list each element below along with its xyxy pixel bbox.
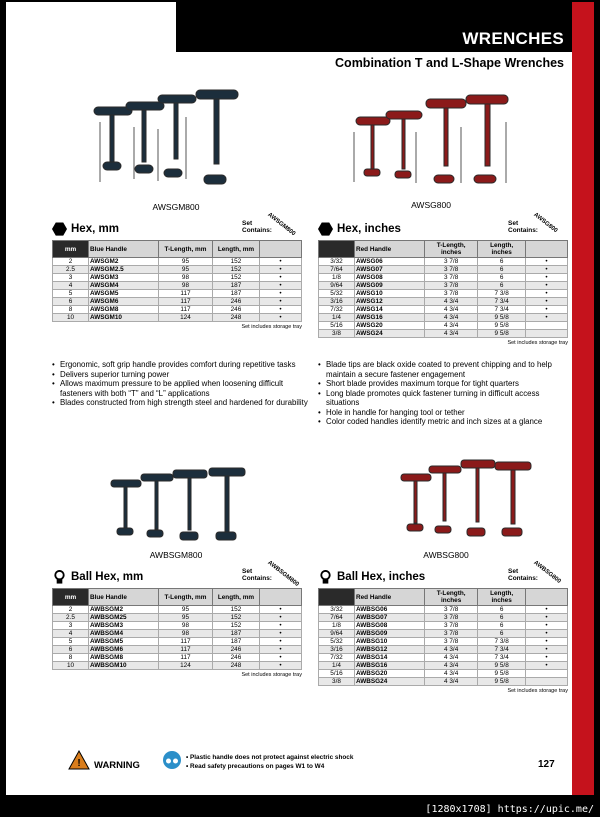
table-cell: •	[260, 638, 302, 646]
table-row	[319, 290, 568, 298]
table-row	[319, 298, 568, 306]
column-header	[319, 589, 355, 606]
spec-table	[318, 240, 568, 338]
table-cell: •	[526, 654, 568, 662]
table-cell: •	[526, 282, 568, 290]
table-cell: 10	[53, 662, 89, 670]
feature-bullet: • Blade tips are black oxide coated to prevent chipping and to help maintain a secure fastener engagement	[318, 360, 568, 379]
column-header: Red Handle	[355, 589, 425, 606]
table-cell: 10	[53, 314, 89, 322]
table-cell: •	[260, 298, 302, 306]
table-cell: 9/64	[319, 282, 355, 290]
table-row	[53, 622, 302, 630]
table-cell: 4 3/4	[425, 322, 478, 330]
table-row	[319, 314, 568, 322]
footer-notes	[186, 753, 353, 771]
table-cell: •	[260, 274, 302, 282]
table-cell: 9 5/8	[478, 662, 526, 670]
table-cell: 7/32	[319, 654, 355, 662]
table-cell: 8	[53, 306, 89, 314]
table-cell: 9 5/8	[478, 330, 526, 338]
page-subtitle: Combination T and L-Shape Wrenches	[335, 56, 564, 70]
table-cell: 9/64	[319, 630, 355, 638]
set-code-label: AWBSGM800	[266, 560, 300, 588]
feature-bullet: • Color coded handles identify metric and inch sizes at a glance	[318, 417, 568, 427]
table-cell: 3/8	[319, 330, 355, 338]
section-title: Hex, inches	[337, 223, 401, 235]
table-cell: 1/4	[319, 314, 355, 322]
feature-bullet: • Long blade promotes quick fastener turning in difficult access situations	[318, 389, 568, 408]
ball-hex-icon	[52, 570, 67, 584]
table-cell: 152	[212, 614, 259, 622]
table-cell: AWBSGM10	[89, 662, 159, 670]
table-cell: 4 3/4	[425, 646, 478, 654]
table-cell: AWSGM4	[89, 282, 159, 290]
column-header	[260, 589, 302, 606]
section-title: Ball Hex, inches	[337, 571, 426, 583]
table-cell: 187	[212, 282, 259, 290]
table-row	[319, 646, 568, 654]
table-cell: 6	[478, 266, 526, 274]
feature-bullet: • Short blade provides maximum torque for tight quarters	[318, 379, 568, 389]
column-header: T-Length, mm	[159, 589, 213, 606]
tray-note: Set includes storage tray	[241, 672, 302, 678]
feature-bullet: • Delivers superior turning power	[52, 370, 310, 380]
table-cell: 7/64	[319, 266, 355, 274]
table-cell: 1/8	[319, 274, 355, 282]
table-cell: 3 7/8	[425, 290, 478, 298]
page-number: 127	[538, 759, 555, 770]
table-row	[319, 622, 568, 630]
column-header: T-Length, mm	[159, 241, 213, 258]
column-header: Blue Handle	[89, 589, 159, 606]
table-cell: 248	[212, 662, 259, 670]
table-row	[319, 678, 568, 686]
footer-note: • Read safety precautions on pages W1 to W4	[186, 763, 325, 770]
table-row	[53, 630, 302, 638]
section-hex-inches	[318, 212, 568, 346]
feature-bullet: • Blades constructed from high strength steel and hardened for durability	[52, 398, 310, 408]
table-cell: •	[260, 266, 302, 274]
table-row	[319, 266, 568, 274]
table-cell: 117	[159, 646, 213, 654]
table-cell: 98	[159, 622, 213, 630]
table-cell: 3/16	[319, 298, 355, 306]
table-cell: 9 5/8	[478, 322, 526, 330]
table-cell: •	[526, 274, 568, 282]
footer-note: • Plastic handle does not protect against electric shock	[186, 754, 354, 761]
feature-bullet: • Allows maximum pressure to be applied when loosening difficult fasteners with both “T” and “L” applications	[52, 379, 310, 398]
table-row	[319, 282, 568, 290]
tool-set-image-blue-hex	[86, 87, 256, 202]
table-cell: 3 7/8	[425, 614, 478, 622]
column-header: Length, inches	[478, 241, 526, 258]
table-row	[53, 282, 302, 290]
table-row	[319, 306, 568, 314]
table-cell: •	[526, 614, 568, 622]
set-contains-label: Set Contains:	[508, 568, 538, 582]
table-cell: AWBSGM3	[89, 622, 159, 630]
table-cell: •	[260, 662, 302, 670]
column-header	[526, 241, 568, 258]
table-cell: AWBSG12	[355, 646, 425, 654]
table-cell: 2.5	[53, 266, 89, 274]
table-cell	[526, 678, 568, 686]
table-cell: 117	[159, 298, 213, 306]
image-caption: AWBSGM800	[149, 550, 203, 560]
feature-bullet: • Ergonomic, soft grip handle provides comfort during repetitive tasks	[52, 360, 310, 370]
table-cell: 3/32	[319, 258, 355, 266]
table-cell: 95	[159, 266, 213, 274]
table-row	[53, 290, 302, 298]
table-cell: 3 7/8	[425, 258, 478, 266]
table-cell: AWSG09	[355, 282, 425, 290]
section-hex-mm	[52, 212, 302, 330]
table-cell: 7 3/4	[478, 654, 526, 662]
table-cell: AWSGM10	[89, 314, 159, 322]
table-cell: •	[260, 282, 302, 290]
table-cell: 117	[159, 290, 213, 298]
table-cell: 6	[478, 630, 526, 638]
tool-set-image-red-hex	[346, 87, 536, 202]
table-cell: 5	[53, 290, 89, 298]
tool-set-image-red-ball-hex	[391, 454, 551, 554]
table-cell: 152	[212, 274, 259, 282]
table-cell: •	[260, 622, 302, 630]
table-cell	[526, 330, 568, 338]
table-cell: •	[526, 606, 568, 614]
table-row	[319, 670, 568, 678]
table-cell	[526, 322, 568, 330]
table-cell: 5/32	[319, 638, 355, 646]
table-row	[53, 614, 302, 622]
table-cell: AWBSG24	[355, 678, 425, 686]
section-title: Hex, mm	[71, 223, 119, 235]
table-cell: 246	[212, 646, 259, 654]
table-row	[53, 258, 302, 266]
table-cell: 3 7/8	[425, 622, 478, 630]
feature-list-right	[318, 360, 568, 427]
table-cell: 3 7/8	[425, 630, 478, 638]
table-cell: AWBSGM8	[89, 654, 159, 662]
table-cell: 4 3/4	[425, 654, 478, 662]
spec-table	[52, 240, 302, 322]
table-cell: 7 3/8	[478, 638, 526, 646]
table-cell: AWBSG16	[355, 662, 425, 670]
table-cell: •	[526, 630, 568, 638]
column-header	[319, 241, 355, 258]
table-cell: AWBSG06	[355, 606, 425, 614]
table-cell: 4 3/4	[425, 662, 478, 670]
table-cell: 98	[159, 282, 213, 290]
table-cell: 3	[53, 622, 89, 630]
table-cell: 98	[159, 274, 213, 282]
table-cell: AWSGM8	[89, 306, 159, 314]
table-cell: 95	[159, 614, 213, 622]
column-header	[526, 589, 568, 606]
table-cell: •	[526, 622, 568, 630]
table-cell: AWSGM6	[89, 298, 159, 306]
warning-label: WARNING	[94, 760, 140, 771]
table-row	[319, 274, 568, 282]
table-cell: 152	[212, 606, 259, 614]
table-row	[319, 330, 568, 338]
table-cell: 246	[212, 298, 259, 306]
catalog-page	[6, 2, 594, 795]
table-cell: 1/4	[319, 662, 355, 670]
table-cell: •	[526, 258, 568, 266]
column-header: Red Handle	[355, 241, 425, 258]
table-cell: 7/32	[319, 306, 355, 314]
table-cell: 4 3/4	[425, 298, 478, 306]
table-cell: AWSG24	[355, 330, 425, 338]
ball-hex-icon	[318, 570, 333, 584]
table-cell: •	[526, 266, 568, 274]
table-cell: 4 3/4	[425, 314, 478, 322]
table-row	[53, 314, 302, 322]
table-cell: •	[260, 630, 302, 638]
table-cell: AWBSG20	[355, 670, 425, 678]
tray-note: Set includes storage tray	[241, 324, 302, 330]
set-code-label: AWSG800	[532, 212, 559, 235]
table-cell: 2.5	[53, 614, 89, 622]
table-cell: AWBSGM5	[89, 638, 159, 646]
table-cell: 3 7/8	[425, 638, 478, 646]
table-cell: AWSG10	[355, 290, 425, 298]
table-cell: 6	[53, 646, 89, 654]
table-cell: 124	[159, 662, 213, 670]
table-cell: AWBSG14	[355, 654, 425, 662]
table-cell: 187	[212, 638, 259, 646]
table-row	[319, 638, 568, 646]
table-row	[319, 606, 568, 614]
table-row	[53, 646, 302, 654]
table-cell: •	[526, 638, 568, 646]
column-header: mm	[53, 589, 89, 606]
table-cell: 117	[159, 306, 213, 314]
tray-note: Set includes storage tray	[507, 340, 568, 346]
table-cell: 95	[159, 258, 213, 266]
table-cell: AWSGM2.5	[89, 266, 159, 274]
table-row	[53, 638, 302, 646]
table-cell: •	[260, 606, 302, 614]
table-cell: AWSGM3	[89, 274, 159, 282]
table-cell: •	[260, 614, 302, 622]
table-row	[319, 630, 568, 638]
table-cell: 6	[53, 298, 89, 306]
table-cell: •	[260, 306, 302, 314]
tray-note: Set includes storage tray	[507, 688, 568, 694]
set-code-label: AWBSG800	[532, 560, 562, 585]
column-header: T-Length, inches	[425, 241, 478, 258]
table-cell: 3	[53, 274, 89, 282]
table-row	[319, 322, 568, 330]
column-header: Length, mm	[212, 241, 259, 258]
table-cell: •	[526, 662, 568, 670]
table-cell: •	[260, 290, 302, 298]
svg-text:!: !	[77, 758, 81, 769]
hex-icon	[52, 222, 67, 236]
table-cell: 3/8	[319, 678, 355, 686]
table-cell: 246	[212, 654, 259, 662]
set-code-label: AWSGM800	[266, 212, 297, 238]
table-cell: 117	[159, 654, 213, 662]
table-cell: 4	[53, 282, 89, 290]
table-cell: 152	[212, 266, 259, 274]
set-contains-label: Set Contains:	[242, 568, 272, 582]
table-cell: 248	[212, 314, 259, 322]
table-cell: 3 7/8	[425, 282, 478, 290]
table-row	[53, 274, 302, 282]
table-cell: •	[526, 646, 568, 654]
table-cell: 5/32	[319, 290, 355, 298]
table-cell: 117	[159, 638, 213, 646]
table-cell: AWSGM5	[89, 290, 159, 298]
safety-glasses-icon	[162, 750, 182, 770]
table-cell: 2	[53, 606, 89, 614]
table-cell: •	[526, 314, 568, 322]
table-cell: 6	[478, 274, 526, 282]
table-row	[53, 306, 302, 314]
table-cell: 9 5/8	[478, 670, 526, 678]
table-cell: 3 7/8	[425, 266, 478, 274]
table-cell: 3 7/8	[425, 274, 478, 282]
table-cell: 4 3/4	[425, 670, 478, 678]
table-cell: 3/16	[319, 646, 355, 654]
table-cell: •	[260, 314, 302, 322]
section-title: Ball Hex, mm	[71, 571, 144, 583]
table-row	[319, 654, 568, 662]
table-cell: 7 3/4	[478, 646, 526, 654]
column-header: Length, inches	[478, 589, 526, 606]
table-cell	[526, 670, 568, 678]
table-cell: 187	[212, 630, 259, 638]
hex-icon	[318, 222, 333, 236]
table-cell: 4 3/4	[425, 306, 478, 314]
table-cell: •	[260, 258, 302, 266]
section-ball-hex-mm	[52, 560, 302, 678]
image-caption: AWSG800	[411, 200, 451, 210]
set-contains-label: Set Contains:	[508, 220, 538, 234]
table-cell: 4 3/4	[425, 678, 478, 686]
table-cell: •	[526, 290, 568, 298]
table-cell: 9 5/8	[478, 678, 526, 686]
table-cell: AWSG14	[355, 306, 425, 314]
table-cell: 6	[478, 622, 526, 630]
spec-table	[52, 588, 302, 670]
column-header	[260, 241, 302, 258]
set-contains-label: Set Contains:	[242, 220, 272, 234]
table-cell: 7 3/4	[478, 306, 526, 314]
table-cell: •	[260, 654, 302, 662]
table-cell: AWSG12	[355, 298, 425, 306]
table-cell: 246	[212, 306, 259, 314]
table-row	[53, 298, 302, 306]
table-cell: 152	[212, 622, 259, 630]
column-header: Length, mm	[212, 589, 259, 606]
section-ball-hex-inches	[318, 560, 568, 694]
table-cell: 8	[53, 654, 89, 662]
table-cell: AWSG16	[355, 314, 425, 322]
watermark-text: [1280x1708] https://upic.me/	[425, 804, 594, 815]
table-cell: 4	[53, 630, 89, 638]
table-cell: 4 3/4	[425, 330, 478, 338]
image-caption: AWBSG800	[423, 550, 469, 560]
column-header: T-Length, inches	[425, 589, 478, 606]
table-cell: 95	[159, 606, 213, 614]
table-cell: 98	[159, 630, 213, 638]
table-cell: AWBSG07	[355, 614, 425, 622]
table-cell: •	[526, 306, 568, 314]
table-cell: 3 7/8	[425, 606, 478, 614]
table-cell: 2	[53, 258, 89, 266]
table-cell: AWBSGM6	[89, 646, 159, 654]
table-row	[53, 654, 302, 662]
table-cell: 1/8	[319, 622, 355, 630]
table-cell: 5/16	[319, 322, 355, 330]
table-cell: 7/64	[319, 614, 355, 622]
table-row	[319, 614, 568, 622]
table-cell: 5	[53, 638, 89, 646]
warning-triangle-icon	[68, 750, 90, 770]
table-cell: 6	[478, 258, 526, 266]
table-cell: AWBSGM4	[89, 630, 159, 638]
table-cell: 5/16	[319, 670, 355, 678]
feature-list-left	[52, 360, 310, 408]
table-cell: 3/32	[319, 606, 355, 614]
feature-bullet: • Hole in handle for hanging tool or tether	[318, 408, 568, 418]
table-cell: 6	[478, 614, 526, 622]
table-cell: 9 5/8	[478, 314, 526, 322]
table-cell: •	[526, 298, 568, 306]
table-cell: •	[260, 646, 302, 654]
spec-table	[318, 588, 568, 686]
column-header: mm	[53, 241, 89, 258]
table-cell: AWBSGM2	[89, 606, 159, 614]
table-cell: AWBSG08	[355, 622, 425, 630]
column-header: Blue Handle	[89, 241, 159, 258]
table-cell: 7 3/4	[478, 298, 526, 306]
table-cell: 6	[478, 606, 526, 614]
table-row	[53, 266, 302, 274]
tool-set-image-blue-ball-hex	[101, 460, 261, 560]
table-cell: AWBSG10	[355, 638, 425, 646]
page-title: WRENCHES	[462, 29, 564, 48]
table-cell: 152	[212, 258, 259, 266]
table-cell: 124	[159, 314, 213, 322]
table-cell: AWBSGM25	[89, 614, 159, 622]
table-cell: 187	[212, 290, 259, 298]
table-cell: 6	[478, 282, 526, 290]
table-cell: AWSG20	[355, 322, 425, 330]
table-cell: AWSG08	[355, 274, 425, 282]
table-row	[319, 258, 568, 266]
table-cell: AWSGM2	[89, 258, 159, 266]
accent-side-bar	[572, 2, 594, 795]
table-cell: AWSG06	[355, 258, 425, 266]
image-caption: AWSGM800	[152, 202, 200, 212]
table-cell: AWBSG09	[355, 630, 425, 638]
table-row	[319, 662, 568, 670]
table-cell: AWSG07	[355, 266, 425, 274]
table-row	[53, 662, 302, 670]
table-cell: 7 3/8	[478, 290, 526, 298]
table-row	[53, 606, 302, 614]
